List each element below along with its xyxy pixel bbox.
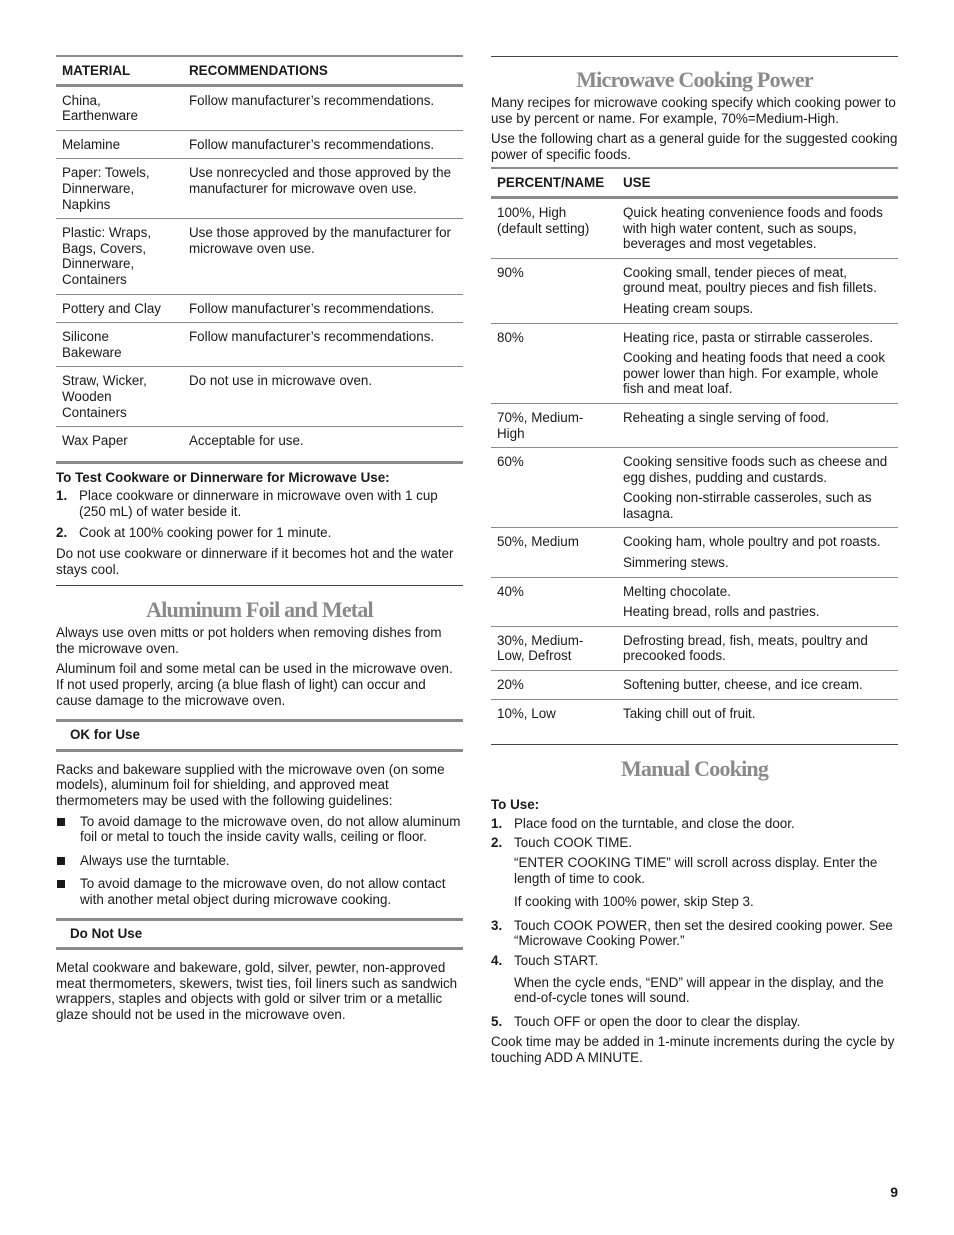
material-cell: China, Earthenware bbox=[56, 85, 183, 130]
list-item bbox=[56, 876, 463, 907]
step-text: Place cookware or dinnerware in microwave oven with 1 cup (250 mL) of water beside it. bbox=[79, 488, 438, 519]
table-row bbox=[56, 294, 463, 323]
step-number: 1. bbox=[491, 815, 503, 831]
right-column bbox=[491, 0, 898, 1066]
table-row bbox=[56, 159, 463, 219]
recommendation-cell: Follow manufacturer’s recommendations. bbox=[183, 130, 463, 159]
step-text: Cook at 100% cooking power for 1 minute. bbox=[79, 525, 332, 541]
square-bullet-icon bbox=[57, 818, 65, 826]
table-row bbox=[56, 323, 463, 367]
material-cell: Wax Paper bbox=[62, 433, 128, 449]
power-table-header bbox=[491, 168, 898, 197]
material-cell: Straw, Wicker, Wooden Containers bbox=[56, 367, 183, 427]
table-bottom-rule bbox=[56, 461, 463, 464]
do-not-use-para: Metal cookware and bakeware, gold, silver, pewter, non-approved meat thermometers, skewers, twist ties, foil liners such as sandwich wrappers, staples and objects with gold or silver trim or a metallic glaze should not be used in the microwave oven. bbox=[56, 960, 458, 1022]
ok-for-use-para: Racks and bakeware supplied with the microwave oven (on some models), aluminum foil for shielding, and approved meat thermometers may be used with the following guidelines: bbox=[56, 761, 445, 808]
step-text: When the cycle ends, “END” will appear in the display, and the end-of-cycle tones will sound. bbox=[514, 974, 884, 1006]
top-rule bbox=[491, 56, 898, 57]
power-name-cell: 10%, Low bbox=[497, 705, 556, 721]
use-text: Heating rice, pasta or stirrable casseroles. bbox=[623, 329, 874, 345]
use-text: Melting chocolate. bbox=[623, 583, 731, 599]
power-name-cell: 50%, Medium bbox=[491, 528, 617, 577]
recommendation-cell: Use those approved by the manufacturer for microwave oven use. bbox=[183, 219, 463, 294]
bullet-text: To avoid damage to the microwave oven, do not allow aluminum foil or metal to touch the inside cavity walls, ceiling or floor. bbox=[80, 813, 461, 845]
power-name-cell: 40% bbox=[491, 577, 617, 626]
recommendation-cell: Follow manufacturer’s recommendations. bbox=[183, 323, 463, 367]
list-item bbox=[56, 488, 463, 519]
use-text: Cooking ham, whole poultry and pot roasts. bbox=[623, 534, 881, 550]
material-cell: Melamine bbox=[56, 130, 183, 159]
material-cell: Silicone Bakeware bbox=[56, 323, 183, 367]
power-use-cell bbox=[617, 528, 898, 577]
table-row bbox=[491, 626, 898, 670]
list-item bbox=[491, 953, 898, 1006]
step-text: Touch START. bbox=[514, 952, 599, 968]
step-text: Touch COOK POWER, then set the desired cooking power. See “Microwave Cooking Power.” bbox=[514, 917, 893, 949]
manual-note: Cook time may be added in 1-minute increments during the cycle by touching ADD A MINUTE. bbox=[491, 1034, 895, 1065]
test-cookware-note: Do not use cookware or dinnerware if it becomes hot and the water stays cool. bbox=[56, 546, 454, 577]
power-section-title: Microwave Cooking Power bbox=[576, 67, 813, 92]
material-cell: Pottery and Clay bbox=[56, 294, 183, 323]
aluminum-section-title: Aluminum Foil and Metal bbox=[146, 597, 373, 623]
ok-for-use-list bbox=[56, 814, 463, 908]
power-table bbox=[491, 167, 898, 727]
list-item bbox=[491, 816, 898, 832]
power-use-cell bbox=[617, 258, 898, 323]
step-text: Touch OFF or open the door to clear the display. bbox=[514, 1013, 801, 1029]
aluminum-para-2: Aluminum foil and some metal can be used in the microwave oven. If not used properly, arcing (a blue flash of light) can occur and cause damage to the microwave oven. bbox=[56, 661, 453, 708]
power-use-cell bbox=[617, 403, 898, 447]
table-row bbox=[491, 671, 898, 700]
power-name-cell: 60% bbox=[491, 448, 617, 528]
bullet-text: To avoid damage to the microwave oven, do not allow contact with another metal object during microwave cooking. bbox=[80, 876, 446, 907]
material-cell: Paper: Towels, Dinnerware, Napkins bbox=[56, 159, 183, 219]
table-row bbox=[56, 427, 463, 455]
use-text: Defrosting bread, fish, meats, poultry and precooked foods. bbox=[623, 632, 868, 664]
aluminum-para-1: Always use oven mitts or pot holders when removing dishes from the microwave oven. bbox=[56, 625, 442, 656]
list-item bbox=[56, 525, 463, 541]
power-name-cell: 20% bbox=[491, 671, 617, 700]
list-item bbox=[491, 1014, 898, 1030]
table-row bbox=[56, 85, 463, 130]
step-text: “ENTER COOKING TIME” will scroll across display. Enter the length of time to cook. bbox=[514, 855, 878, 886]
use-text: Cooking sensitive foods such as cheese and egg dishes, pudding and custards. bbox=[623, 454, 888, 485]
bullet-text: Always use the turntable. bbox=[80, 852, 230, 868]
use-text: Simmering stews. bbox=[623, 555, 729, 571]
power-name-cell: 80% bbox=[491, 323, 617, 403]
use-text: Quick heating convenience foods and foods with high water content, such as soups, beverages and most vegetables. bbox=[623, 204, 883, 252]
recommendation-cell: Do not use in microwave oven. bbox=[183, 367, 463, 427]
table-row bbox=[491, 197, 898, 258]
power-name-cell: 90% bbox=[491, 258, 617, 323]
use-text: Cooking and heating foods that need a cook power lower than high. For example, whole fish and meat loaf. bbox=[623, 350, 886, 397]
power-use-cell bbox=[617, 699, 898, 727]
to-use-heading: To Use: bbox=[491, 797, 540, 813]
power-para-1: Many recipes for microwave cooking specify which cooking power to use by percent or name. For example, 70%=Medium-High. bbox=[491, 95, 896, 126]
do-not-use-heading: Do Not Use bbox=[56, 918, 463, 951]
recommendation-cell: Follow manufacturer’s recommendations. bbox=[183, 85, 463, 130]
material-cell: Plastic: Wraps, Bags, Covers, Dinnerware, Containers bbox=[56, 219, 183, 294]
test-cookware-heading: To Test Cookware or Dinnerware for Microwave Use: bbox=[56, 469, 390, 485]
power-name-cell: 100%, High (default setting) bbox=[491, 197, 617, 258]
step-text: Touch COOK TIME. bbox=[514, 835, 633, 851]
test-cookware-steps bbox=[56, 488, 463, 541]
ok-for-use-heading: OK for Use bbox=[56, 719, 463, 752]
section-divider bbox=[491, 744, 898, 745]
step-number: 2. bbox=[56, 525, 68, 541]
use-text: Heating bread, rolls and pastries. bbox=[623, 604, 820, 620]
use-text: Reheating a single serving of food. bbox=[623, 409, 830, 425]
cookware-table-header bbox=[56, 56, 463, 85]
use-text: Taking chill out of fruit. bbox=[623, 705, 756, 721]
power-name-cell: 70%, Medium-High bbox=[491, 403, 617, 447]
use-header: USE bbox=[617, 168, 898, 197]
section-divider bbox=[56, 585, 463, 586]
table-row bbox=[491, 699, 898, 727]
step-number: 5. bbox=[491, 1013, 503, 1029]
table-row bbox=[56, 130, 463, 159]
list-item bbox=[56, 814, 463, 845]
power-name-cell: 30%, Medium-Low, Defrost bbox=[491, 626, 617, 670]
use-text: Heating cream soups. bbox=[623, 300, 754, 316]
power-use-cell bbox=[617, 197, 898, 258]
table-row bbox=[491, 403, 898, 447]
recommendation-cell: Acceptable for use. bbox=[189, 433, 304, 449]
recommendation-cell: Follow manufacturer’s recommendations. bbox=[183, 294, 463, 323]
list-item bbox=[56, 853, 463, 869]
recommendations-header: RECOMMENDATIONS bbox=[183, 56, 463, 85]
table-row bbox=[491, 258, 898, 323]
power-para-2: Use the following chart as a general guide for the suggested cooking power of specific foods. bbox=[491, 131, 898, 162]
recommendation-cell: Use nonrecycled and those approved by the manufacturer for microwave oven use. bbox=[183, 159, 463, 219]
use-text: Cooking small, tender pieces of meat, ground meat, poultry pieces and fish fillets. bbox=[623, 264, 877, 296]
table-row bbox=[491, 528, 898, 577]
table-row bbox=[491, 323, 898, 403]
table-row bbox=[491, 448, 898, 528]
cookware-table bbox=[56, 55, 463, 455]
percent-name-header: PERCENT/NAME bbox=[491, 168, 617, 197]
step-text: Place food on the turntable, and close the door. bbox=[514, 815, 795, 831]
material-header: MATERIAL bbox=[56, 56, 183, 85]
step-number: 2. bbox=[491, 835, 503, 851]
power-use-cell bbox=[617, 577, 898, 626]
square-bullet-icon bbox=[57, 857, 65, 865]
manual-section-title: Manual Cooking bbox=[620, 756, 769, 782]
list-item bbox=[491, 835, 898, 909]
step-number: 4. bbox=[491, 952, 503, 968]
power-use-cell bbox=[617, 448, 898, 528]
left-column bbox=[56, 0, 463, 1023]
step-number: 1. bbox=[56, 488, 68, 504]
manual-steps bbox=[491, 816, 898, 1030]
list-item bbox=[491, 918, 898, 949]
step-text: If cooking with 100% power, skip Step 3. bbox=[514, 894, 754, 910]
power-use-cell bbox=[617, 671, 898, 700]
page-number: 9 bbox=[890, 1184, 898, 1200]
power-use-cell bbox=[617, 323, 898, 403]
step-number: 3. bbox=[491, 917, 503, 933]
table-row bbox=[56, 219, 463, 294]
use-text: Cooking non-stirrable casseroles, such as lasagna. bbox=[623, 490, 872, 521]
use-text: Softening butter, cheese, and ice cream. bbox=[623, 677, 863, 693]
square-bullet-icon bbox=[57, 880, 65, 888]
power-use-cell bbox=[617, 626, 898, 670]
table-row bbox=[56, 367, 463, 427]
table-row bbox=[491, 577, 898, 626]
